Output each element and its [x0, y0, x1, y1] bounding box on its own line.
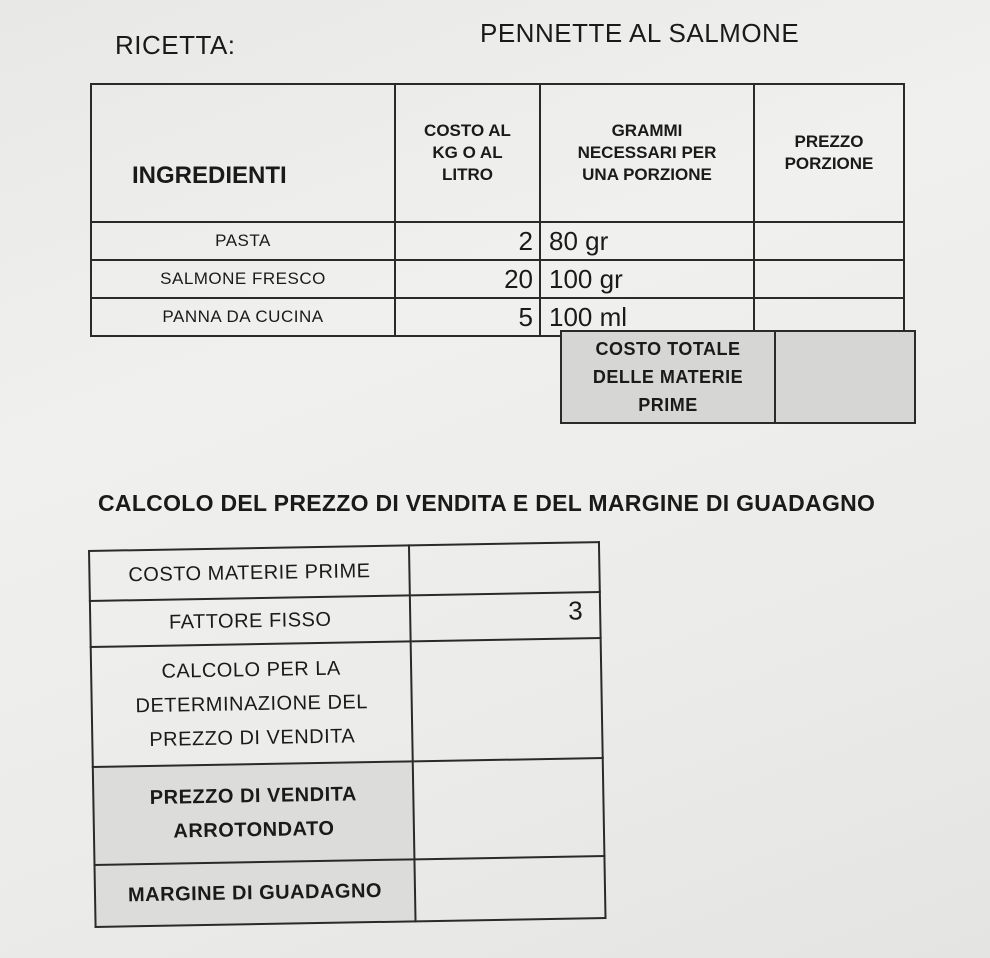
calc-value-profit-margin[interactable] [414, 856, 605, 921]
total-cost-value-cell[interactable] [775, 331, 915, 423]
col-header-ingredients: INGREDIENTI [91, 84, 395, 222]
calc-label-rounded-price: PREZZO DI VENDITA ARROTONDATO [93, 761, 415, 865]
ingredient-name: PASTA [91, 222, 395, 260]
recipe-name: PENNETTE AL SALMONE [480, 18, 800, 48]
total-cost-box [560, 330, 916, 424]
ingredient-name: SALMONE FRESCO [91, 260, 395, 298]
total-cost-label: COSTO TOTALE DELLE MATERIE PRIME [561, 331, 775, 423]
col-header-cost: COSTO AL KG O AL LITRO [395, 84, 540, 222]
calc-label-raw-cost: COSTO MATERIE PRIME [89, 545, 410, 601]
recipe-label: RICETTA: [115, 30, 236, 60]
table-row [94, 856, 605, 927]
calc-value-rounded-price[interactable] [413, 758, 605, 859]
calc-value-raw-cost[interactable] [409, 542, 600, 595]
table-row [93, 758, 605, 865]
calc-value-fixed-factor[interactable]: 3 [410, 592, 601, 641]
ingredient-name: PANNA DA CUCINA [91, 298, 395, 336]
ingredient-quantity: 100 ml [540, 298, 754, 336]
col-header-grams: GRAMMI NECESSARI PER UNA PORZIONE [540, 84, 754, 222]
ingredient-cost: 5 [395, 298, 540, 336]
col-header-price: PREZZO PORZIONE [754, 84, 904, 222]
ingredients-table [90, 83, 905, 337]
table-row [89, 542, 600, 601]
table-row [91, 260, 904, 298]
calc-label-profit-margin: MARGINE DI GUADAGNO [94, 859, 415, 927]
table-row [91, 222, 904, 260]
table-header-row [91, 84, 904, 222]
ingredient-cost: 20 [395, 260, 540, 298]
calc-label-price-calculation: CALCOLO PER LA DETERMINAZIONE DEL PREZZO DI VENDITA [91, 641, 413, 767]
pricing-calc-table [88, 541, 607, 928]
ingredient-price-cell[interactable] [754, 260, 904, 298]
ingredient-quantity: 80 gr [540, 222, 754, 260]
ingredient-quantity: 100 gr [540, 260, 754, 298]
ingredient-price-cell[interactable] [754, 222, 904, 260]
section-title: CALCOLO DEL PREZZO DI VENDITA E DEL MARGINE DI GUADAGNO [98, 490, 876, 516]
ingredient-cost: 2 [395, 222, 540, 260]
calc-value-price-calculation[interactable] [411, 638, 603, 761]
table-row [91, 638, 603, 767]
calc-label-fixed-factor: FATTORE FISSO [90, 595, 411, 647]
